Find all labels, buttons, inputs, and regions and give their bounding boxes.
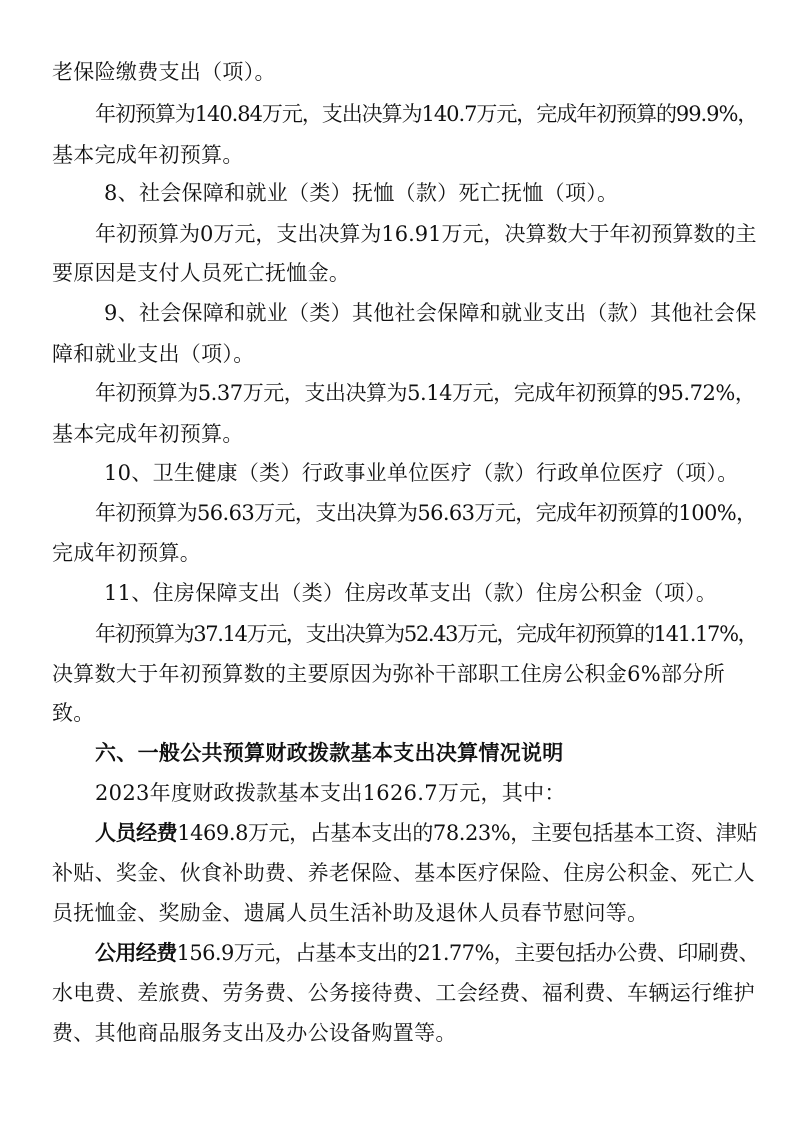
- list-item-heading: 10、卫生健康（类）行政事业单位医疗（款）行政单位医疗（项）。: [104, 461, 739, 485]
- personnel-expense-term: 人员经费: [95, 821, 178, 845]
- text-line: 年初预算为0万元，支出决算为16.91万元，决算数大于年初预算数的主: [95, 222, 757, 246]
- section-heading: 六、一般公共预算财政拨款基本支出决算情况说明: [95, 741, 564, 765]
- personnel-expense-line: [95, 818, 757, 848]
- list-item-heading: 9、社会保障和就业（类）其他社会保障和就业支出（款）其他社会保: [104, 301, 757, 325]
- text-line: 决算数大于年初预算数的主要原因为弥补干部职工住房公积金6%部分所: [52, 662, 725, 686]
- text-line: 年初预算为37.14万元，支出决算为52.43万元，完成年初预算的141.17%，: [95, 622, 758, 646]
- text-line: 补贴、奖金、伙食补助费、养老保险、基本医疗保险、住房公积金、死亡人: [52, 861, 755, 885]
- text-line: 员抚恤金、奖励金、遗属人员生活补助及退休人员春节慰问等。: [52, 901, 649, 925]
- text-line: 致。: [52, 701, 95, 725]
- text-line: 年初预算为5.37万元，支出决算为5.14万元，完成年初预算的95.72%，: [95, 381, 756, 405]
- text-line: 基本完成年初预算。: [52, 143, 244, 167]
- text-line: 老保险缴费支出（项）。: [52, 60, 276, 84]
- personnel-expense-text: 1469.8万元，占基本支出的78.23%，主要包括基本工资、津贴: [177, 821, 757, 845]
- text-line: 要原因是支付人员死亡抚恤金。: [52, 261, 351, 285]
- public-expense-term: 公用经费: [95, 941, 177, 965]
- text-line: 基本完成年初预算。: [52, 422, 244, 446]
- text-line: 年初预算为140.84万元，支出决算为140.7万元，完成年初预算的99.9%，: [95, 102, 758, 126]
- text-line: 费、其他商品服务支出及办公设备购置等。: [52, 1021, 457, 1045]
- text-line: 完成年初预算。: [52, 541, 202, 565]
- list-item-heading: 11、住房保障支出（类）住房改革支出（款）住房公积金（项）。: [104, 581, 718, 605]
- text-line: 年初预算为56.63万元，支出决算为56.63万元，完成年初预算的100%，: [95, 501, 757, 525]
- summary-line: 2023年度财政拨款基本支出1626.7万元，其中：: [95, 781, 566, 805]
- list-item-heading: 8、社会保障和就业（类）抚恤（款）死亡抚恤（项）。: [104, 181, 619, 205]
- text-line: 水电费、差旅费、劳务费、公务接待费、工会经费、福利费、车辆运行维护: [52, 981, 755, 1005]
- text-line: 障和就业支出（项）。: [52, 342, 255, 366]
- public-expense-line: [95, 938, 759, 968]
- public-expense-text: 156.9万元，占基本支出的21.77%，主要包括办公费、印刷费、: [176, 941, 759, 965]
